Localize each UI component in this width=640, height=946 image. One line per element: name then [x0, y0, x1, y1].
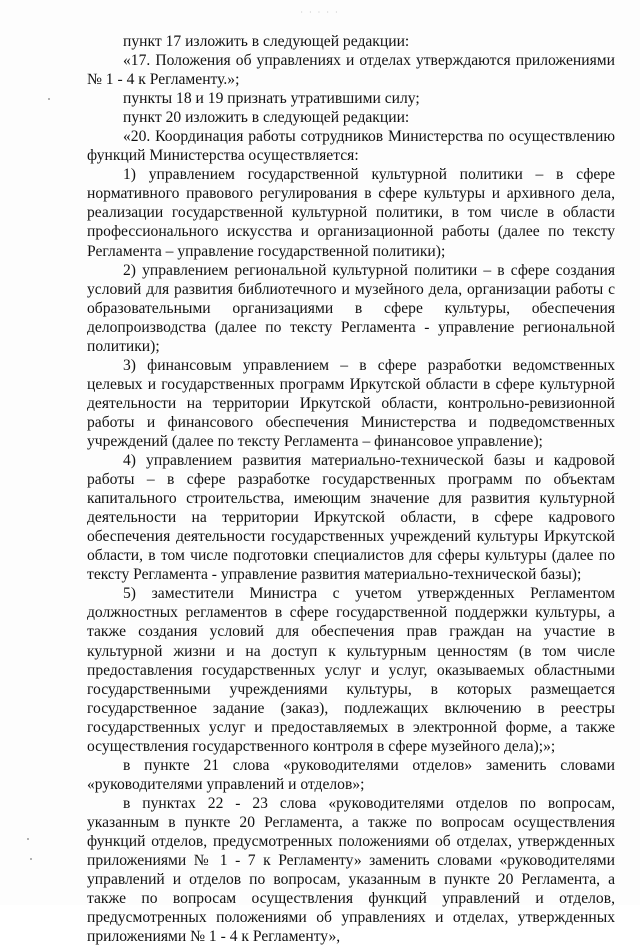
scan-speck	[48, 98, 50, 100]
list-item-2: 2) управлением региональной культурной политики – в сфере создания условий для развития библиотечного и музейного дела, организации работы с образовательными организациями в сфере культуры, обеспечения делопроизводства (далее по тексту Регламента - управление региональной политики);	[87, 261, 615, 355]
paragraph-amend-21: в пункте 21 слова «руководителями отделов» заменить словами «руководителями управлений и отделов»;	[87, 756, 615, 793]
paragraph-new-20-intro: «20. Координация работы сотрудников Министерства по осуществлению функций Министерства осуществляется:	[87, 128, 615, 165]
paragraph-new-17: «17. Положения об управлениях и отделах утверждаются приложениями № 1 - 4 к Регламенту.»;	[87, 52, 615, 89]
paragraph-repeal-18-19: пункты 18 и 19 признать утратившими силу;	[123, 90, 420, 108]
page-header-mark: · · · · ·	[300, 8, 340, 17]
list-item-3: 3) финансовым управлением – в сфере разработки ведомственных целевых и государственных программ Иркутской области в сфере культурной деятельности на территории Иркутской области, контрольно-ревизионной работы и финансового обеспечения Министерства и подведомственных учреждений (далее по тексту Регламента – финансовое управление);	[87, 356, 615, 450]
document-body	[87, 32, 615, 946]
list-item-5: 5) заместители Министра с учетом утвержденных Регламентом должностных регламентов в сфере государственной поддержки культуры, а также создания условий для обеспечения прав граждан на участие в культурной жизни и на доступ к культурным ценностям (в том числе предоставления государственных услуг и услуг, оказываемых областными государственными учреждениями культуры, в которых размещается государственное задание (заказ), подлежащих включению в реестры государственных услуг и предоставляемых в электронной форме, а также осуществления государственного контроля в сфере музейного дела);»;	[87, 585, 615, 755]
scan-speck	[30, 858, 32, 860]
paragraph-amend-20: пункт 20 изложить в следующей редакции:	[123, 109, 410, 127]
scan-speck	[27, 838, 29, 840]
list-item-1: 1) управлением государственной культурной политики – в сфере нормативного правового регулирования в сфере культуры и архивного дела, реализации государственной культурной политики, в том числе в области профессионального искусства и организационной работы (далее по тексту Регламента – управление государственной политики);	[87, 166, 615, 260]
paragraph-amend-17: пункт 17 изложить в следующей редакции:	[123, 33, 410, 50]
paragraph-amend-22-23: в пунктах 22 - 23 слова «руководителями отделов по вопросам, указанным в пункте 20 Регламента, а также по вопросам осуществления функций отделов, предусмотренных положениями об отделах, утвержденных приложениями № 1 - 7 к Регламенту» заменить словами «руководителями управлений и отделов по вопросам, указанным в пункте 20 Регламента, а также по вопросам осуществления функций управлений и отделов, предусмотренных положениями об управлениях и отделах, утвержденных приложениями № 1 - 4 к Регламенту»,	[87, 794, 615, 946]
list-item-4: 4) управлением развития материально-технической базы и кадровой работы – в сфере разработке государственных программ по объектам капитального строительства, имеющим значение для развития культурной деятельности на территории Иркутской области, в сфере кадрового обеспечения деятельности государственных учреждений культуры Иркутской области, в том числе подготовки специалистов для сферы культуры (далее по тексту Регламента - управление развития материально-технической базы);	[87, 452, 615, 584]
